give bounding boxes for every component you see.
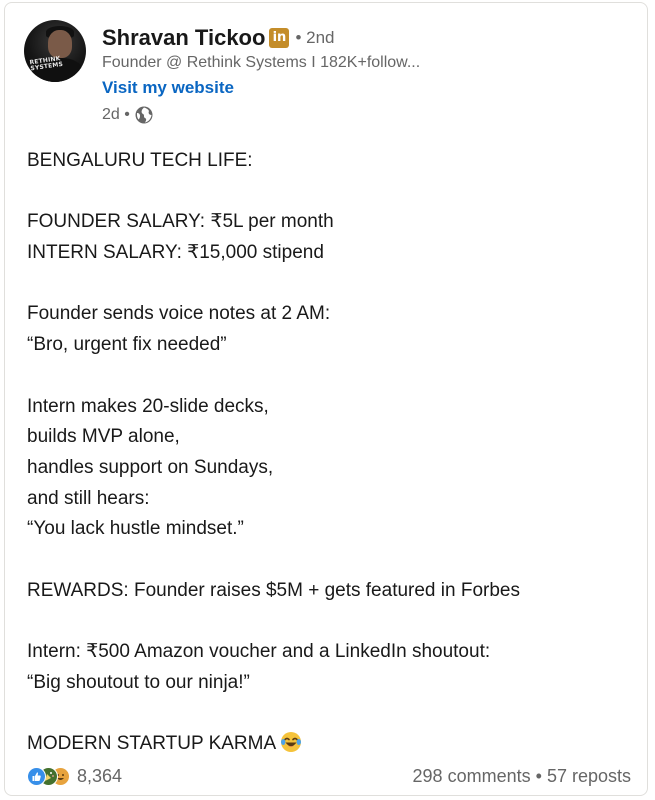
avatar-head	[48, 30, 72, 58]
like-icon	[27, 767, 46, 786]
post-line: BENGALURU TECH LIFE:	[27, 150, 253, 171]
laughing-crying-emoji-icon	[280, 731, 302, 753]
post-line	[27, 698, 637, 729]
comments-count-link[interactable]: 298 comments	[412, 765, 531, 786]
post-card	[4, 2, 648, 796]
post-line: REWARDS: Founder raises $5M + gets featured in Forbes	[27, 579, 520, 601]
post-line: “You lack hustle mindset.”	[27, 518, 244, 540]
post-age: 2d •	[102, 106, 130, 123]
post-line: INTERN SALARY: ₹15,000 stipend	[27, 242, 324, 264]
post-line	[27, 545, 637, 576]
post-line: FOUNDER SALARY: ₹5L per month	[27, 211, 334, 233]
post-line: builds MVP alone,	[27, 426, 180, 448]
author-headline[interactable]: Founder @ Rethink Systems I 182K+follow...	[102, 54, 421, 71]
linkedin-premium-icon: in	[269, 28, 289, 48]
post-line: “Big shoutout to our ninja!”	[27, 671, 250, 693]
post-line: and still hears:	[27, 487, 150, 509]
post-line	[27, 361, 637, 392]
reaction-icons	[27, 766, 73, 786]
reactions-summary[interactable]	[27, 766, 122, 787]
reposts-count-link[interactable]: 57 reposts	[546, 765, 631, 786]
post-timestamp	[102, 104, 154, 126]
post-line: Intern makes 20-slide decks,	[27, 395, 269, 417]
comments-reposts	[413, 766, 631, 787]
connection-degree: • 2nd	[295, 28, 335, 47]
post-line: Founder sends voice notes at 2 AM:	[27, 303, 331, 325]
post-line: Intern: ₹500 Amazon voucher and a LinkedIn shoutout:	[27, 641, 491, 662]
post-line: “Bro, urgent fix needed”	[27, 334, 227, 356]
visit-website-link[interactable]: Visit my website	[102, 78, 234, 97]
author-name-row	[102, 23, 334, 53]
reaction-count: 8,364	[77, 765, 123, 786]
post-line: handles support on Sundays,	[27, 456, 274, 478]
avatar[interactable]	[24, 20, 86, 82]
post-line: MODERN STARTUP KARMA	[27, 733, 277, 755]
avatar-logo-text: RETHINK SYSTEMS	[29, 55, 64, 73]
globe-icon	[134, 105, 154, 125]
post-line-last	[27, 729, 637, 760]
post-line	[27, 269, 637, 300]
post-text	[27, 146, 637, 760]
author-name[interactable]: Shravan Tickoo	[102, 25, 266, 50]
post-line	[27, 606, 637, 637]
separator-dot: •	[535, 765, 542, 786]
social-counts-bar	[27, 763, 631, 789]
post-line	[27, 177, 637, 208]
